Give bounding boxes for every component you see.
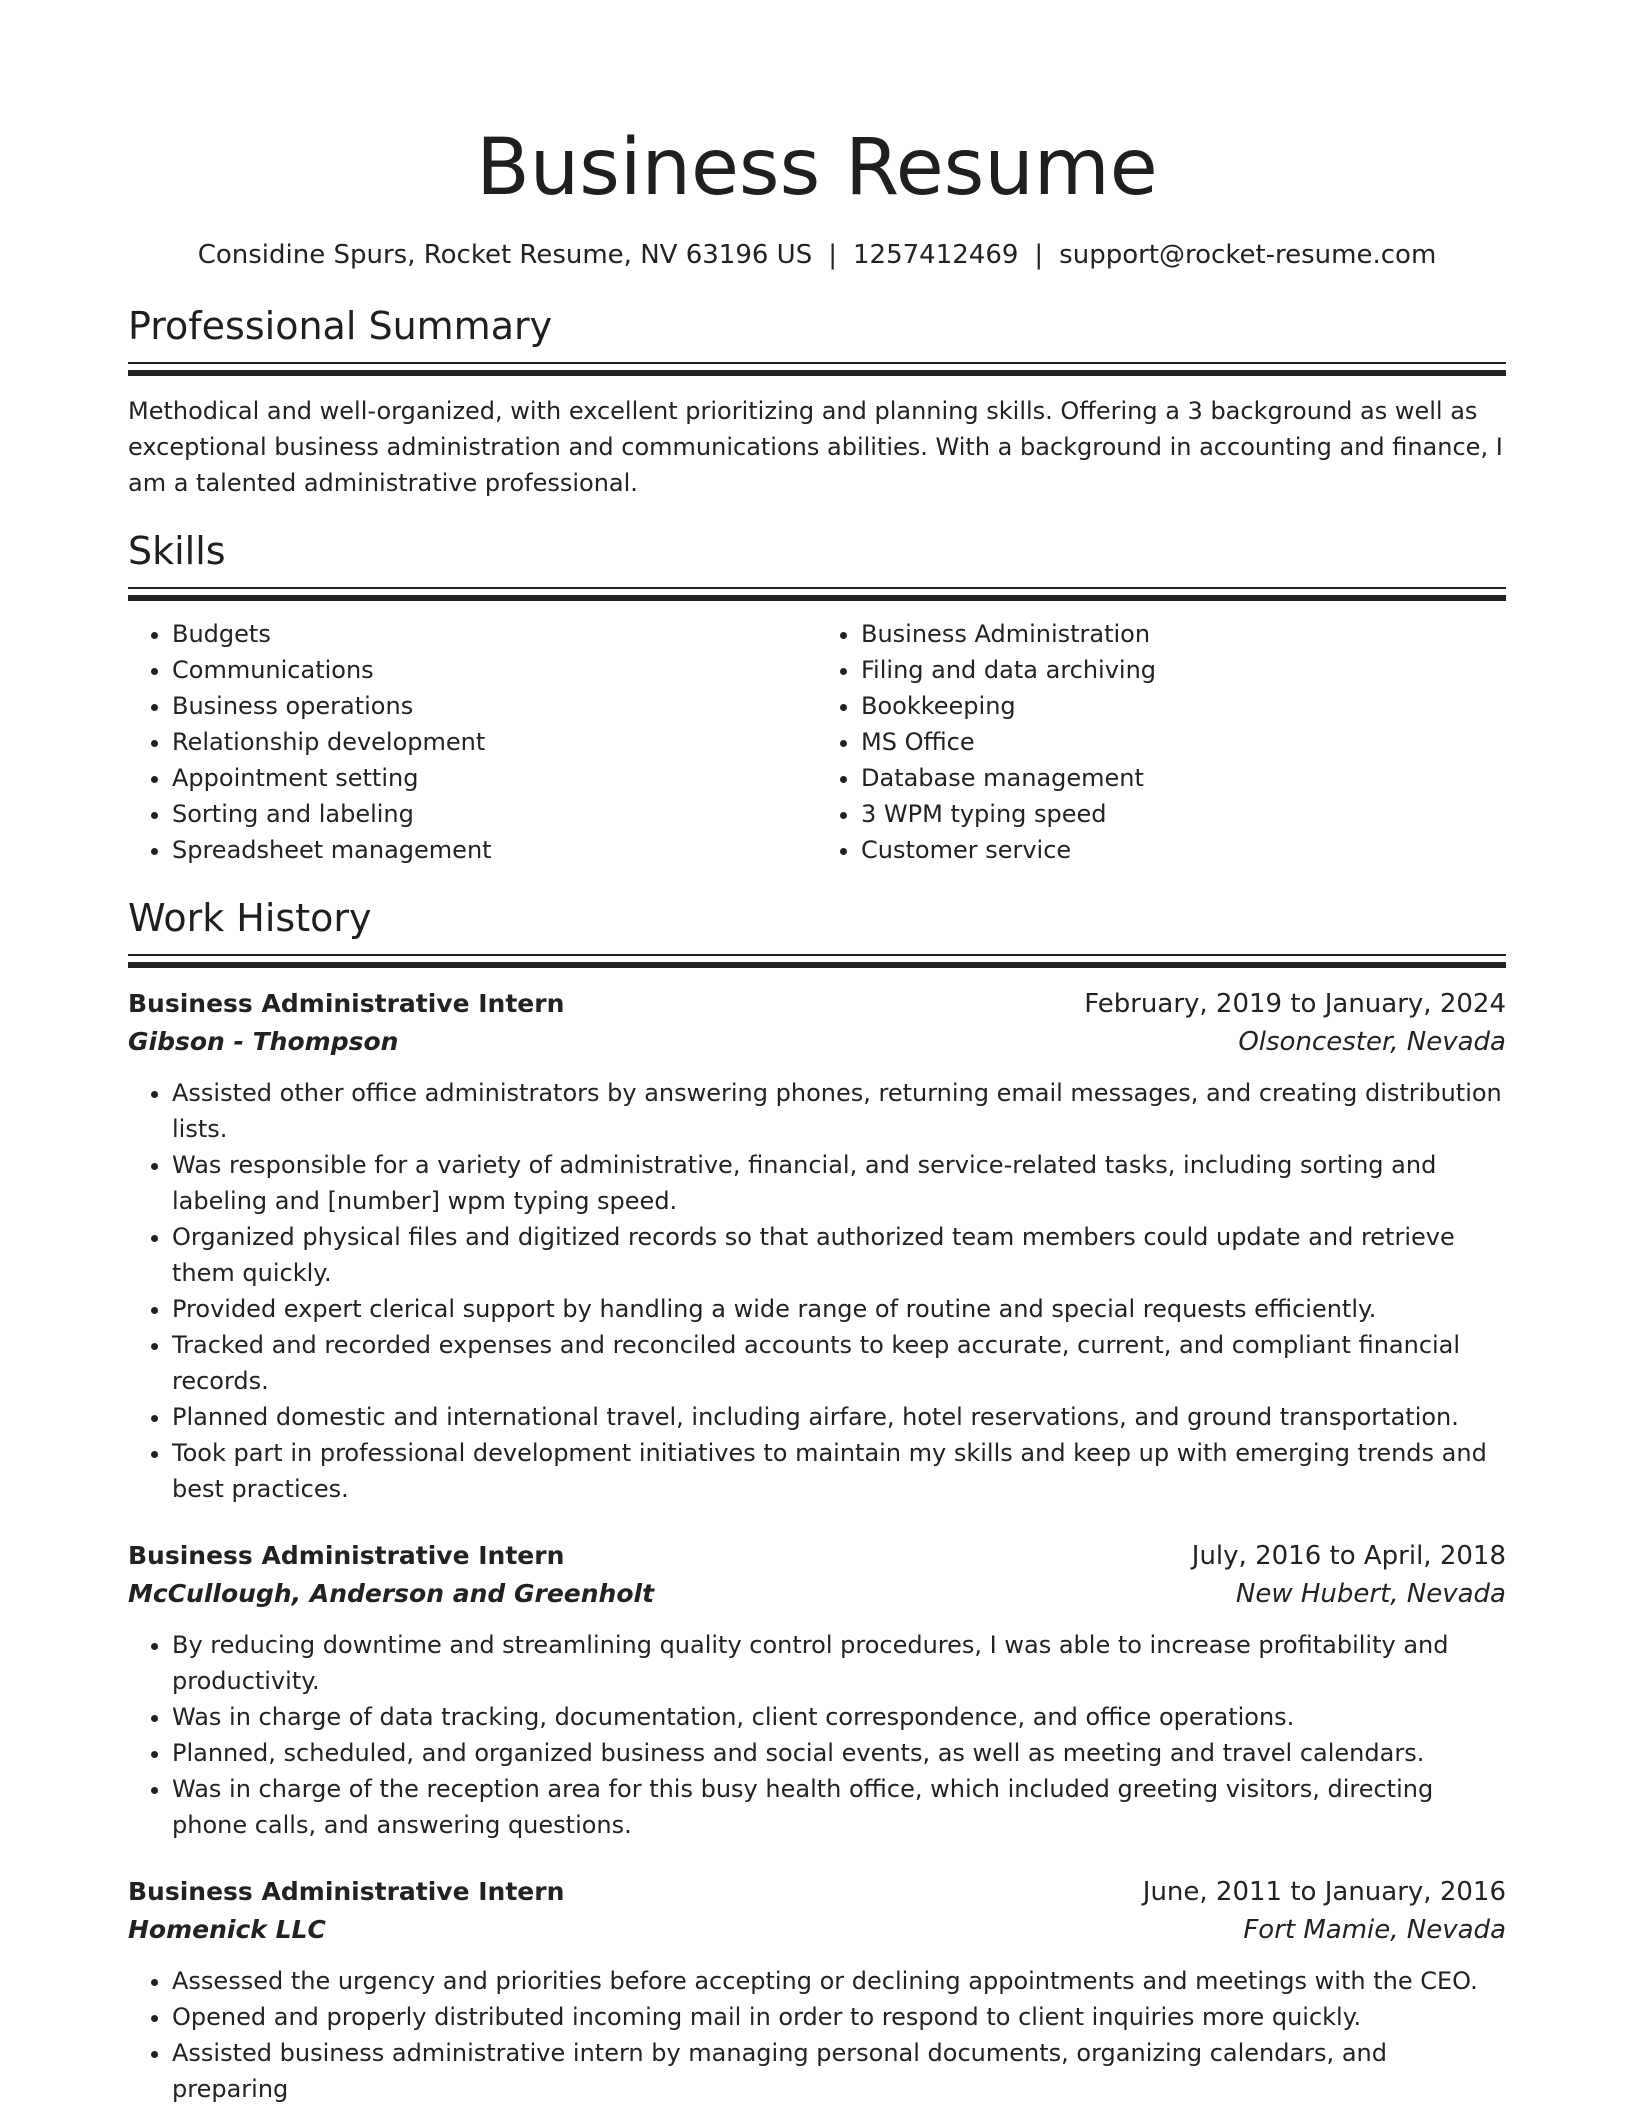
skill-item: • Budgets — [172, 616, 817, 652]
skills-columns — [128, 616, 1506, 868]
section-divider — [128, 587, 1506, 602]
skills-column-right — [817, 616, 1506, 868]
job-bullet: • Organized physical files and digitized records so that authorized team members could update and retrieve them quickly. — [172, 1219, 1506, 1291]
job-bullets — [128, 1627, 1506, 1843]
job-title: Business Administrative Intern — [128, 1877, 565, 1906]
contact-separator: | — [1034, 240, 1044, 270]
job-bullet: • Was responsible for a variety of administrative, financial, and service-related tasks, including sorting and labeling and [number] wpm typing speed. — [172, 1147, 1506, 1219]
job-bullets — [128, 1075, 1506, 1507]
job-bullet: • By reducing downtime and streamlining quality control procedures, I was able to increase profitability and productivity. — [172, 1627, 1506, 1699]
skill-item: • Sorting and labeling — [172, 796, 817, 832]
contact-address: Considine Spurs, Rocket Resume, NV 63196 US — [197, 240, 813, 270]
job-subheader — [128, 1575, 1506, 1613]
skill-item: • Customer service — [861, 832, 1506, 868]
job-bullet: • Planned domestic and international travel, including airfare, hotel reservations, and ground transportation. — [172, 1399, 1506, 1435]
job-entry — [128, 1873, 1506, 2107]
job-entry — [128, 1537, 1506, 1843]
skill-item: • Filing and data archiving — [861, 652, 1506, 688]
job-bullet: • Provided expert clerical support by handling a wide range of routine and special requests efficiently. — [172, 1291, 1506, 1327]
job-company: Gibson - Thompson — [128, 1027, 399, 1056]
job-bullet: • Tracked and recorded expenses and reconciled accounts to keep accurate, current, and compliant financial records. — [172, 1327, 1506, 1399]
job-title: Business Administrative Intern — [128, 989, 565, 1018]
resume-page — [128, 0, 1506, 2107]
skill-item: • Bookkeeping — [861, 688, 1506, 724]
job-bullet: • Planned, scheduled, and organized business and social events, as well as meeting and travel calendars. — [172, 1735, 1506, 1771]
section-divider — [128, 362, 1506, 377]
job-bullet: • Assisted other office administrators by answering phones, returning email messages, and creating distribution lists. — [172, 1075, 1506, 1147]
contact-line — [128, 238, 1506, 272]
job-bullet: • Was in charge of the reception area for this busy health office, which included greeting visitors, directing phone calls, and answering questions. — [172, 1771, 1506, 1843]
skills-heading: Skills — [128, 529, 226, 573]
section-divider — [128, 954, 1506, 969]
skills-list-left — [128, 616, 817, 868]
work-history-heading: Work History — [128, 896, 372, 940]
job-subheader — [128, 1911, 1506, 1949]
skills-column-left — [128, 616, 817, 868]
job-bullet: • Took part in professional development initiatives to maintain my skills and keep up with emerging trends and best practices. — [172, 1435, 1506, 1507]
job-bullet: • Was in charge of data tracking, documentation, client correspondence, and office operations. — [172, 1699, 1506, 1735]
job-location: New Hubert, Nevada — [1235, 1579, 1506, 1609]
skills-section — [128, 527, 1506, 868]
contact-email: support@rocket-resume.com — [1059, 240, 1437, 270]
job-subheader — [128, 1023, 1506, 1061]
job-dates: June, 2011 to January, 2016 — [1142, 1877, 1506, 1907]
work-history-section — [128, 894, 1506, 2107]
skill-item: • Communications — [172, 652, 817, 688]
skill-item: • Relationship development — [172, 724, 817, 760]
contact-phone: 1257412469 — [852, 240, 1019, 270]
job-title: Business Administrative Intern — [128, 1541, 565, 1570]
skill-item: • Spreadsheet management — [172, 832, 817, 868]
job-header — [128, 1873, 1506, 1911]
summary-text: Methodical and well-organized, with excellent prioritizing and planning skills. Offering a 3 background as well as exceptional business administration and communications abilities. With a background in accounting and finance, I am a talented administrative professional. — [128, 397, 1503, 497]
job-header — [128, 1537, 1506, 1575]
job-entry — [128, 985, 1506, 1507]
job-location: Olsoncester, Nevada — [1238, 1027, 1506, 1057]
summary-heading: Professional Summary — [128, 304, 553, 348]
resume-title: Business Resume — [476, 123, 1158, 213]
skill-item: • Business Administration — [861, 616, 1506, 652]
summary-section — [128, 302, 1506, 501]
job-location: Fort Mamie, Nevada — [1243, 1915, 1506, 1945]
skill-item: • Appointment setting — [172, 760, 817, 796]
skill-item: • Business operations — [172, 688, 817, 724]
job-company: McCullough, Anderson and Greenholt — [128, 1579, 655, 1608]
skills-list-right — [817, 616, 1506, 868]
skill-item: • Database management — [861, 760, 1506, 796]
job-bullet: • Opened and properly distributed incoming mail in order to respond to client inquiries more quickly. — [172, 1999, 1506, 2035]
job-dates: July, 2016 to April, 2018 — [1191, 1541, 1506, 1571]
skill-item: • 3 WPM typing speed — [861, 796, 1506, 832]
job-bullets — [128, 1963, 1506, 2107]
job-company: Homenick LLC — [128, 1915, 326, 1944]
job-dates: February, 2019 to January, 2024 — [1084, 989, 1506, 1019]
skill-item: • MS Office — [861, 724, 1506, 760]
contact-separator: | — [828, 240, 837, 270]
job-bullet: • Assessed the urgency and priorities before accepting or declining appointments and meetings with the CEO. — [172, 1963, 1506, 1999]
job-bullet: • Assisted business administrative intern by managing personal documents, organizing calendars, and preparing — [172, 2035, 1506, 2107]
job-header — [128, 985, 1506, 1023]
